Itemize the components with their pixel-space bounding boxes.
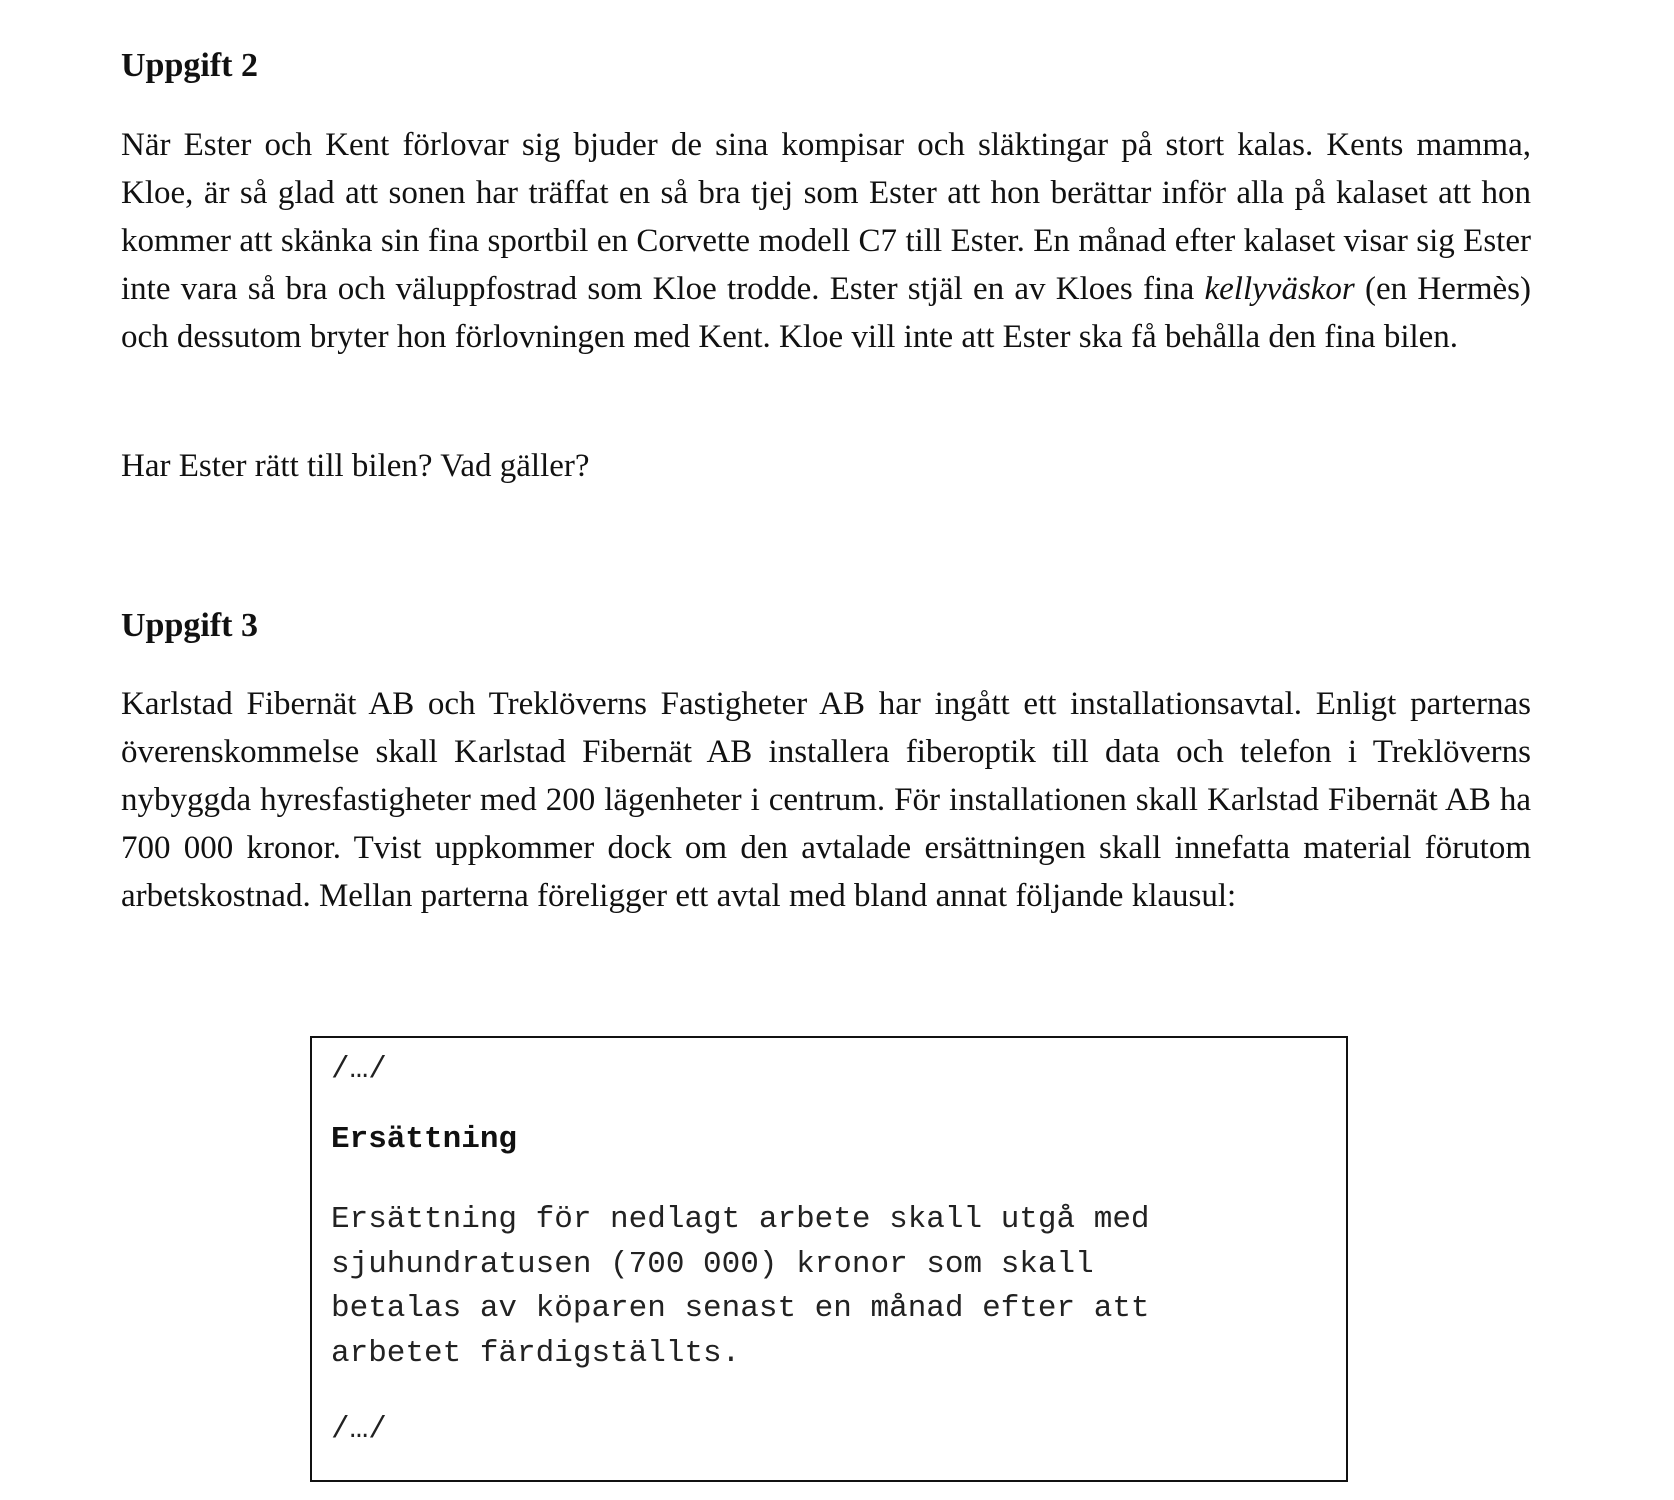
contract-clause-box: [310, 1036, 1348, 1482]
task-3-body: Karlstad Fibernät AB och Treklöverns Fastigheter AB har ingått ett installationsavtal. Enligt parternas överenskommelse skall Karlstad Fibernät AB installera fiberoptik till data och telefon i Treklöverns nybyggda hyresfastigheter med 200 lägenheter i centrum. För installationen skall Karlstad Fibernät AB ha 700 000 kronor. Tvist uppkommer dock om den avtalade ersättningen skall innefatta material förutom arbetskostnad. Mellan parterna föreligger ett avtal med bland annat följande klausul:: [121, 686, 1531, 914]
task-2-body-end: (en Hermès) och dessutom bryter hon förlovningen med Kent. Kloe vill inte att Ester ska få behålla den fina bilen.: [121, 271, 1531, 355]
clause-text: Ersättning för nedlagt arbete skall utgå med sjuhundratusen (700 000) kronor som skall betalas av köparen senast en månad efter att arbetet färdigställts.: [331, 1202, 1150, 1371]
clause-title: Ersättning: [331, 1122, 518, 1157]
task-2-question: Har Ester rätt till bilen? Vad gäller?: [121, 448, 590, 484]
clause-ellipsis-bottom: /…/: [331, 1412, 387, 1447]
task-2-body: [121, 121, 1531, 361]
task-2-heading: Uppgift 2: [121, 47, 258, 84]
task-2-body-start: När Ester och Kent förlovar sig bjuder de sina kompisar och släktingar på stort kalas. Kents mamma, Kloe, är så glad att sonen har träffat en så bra tjej som Ester att hon berättar inför alla på kalaset att hon kommer att skänka sin fina sportbil en Corvette modell C7 till Ester. En månad efter kalaset visar sig Ester inte vara så bra och väluppfostrad som Kloe trodde. Ester stjäl en av Kloes fina: [121, 127, 1531, 307]
clause-ellipsis-top: /…/: [331, 1052, 387, 1087]
task-3-heading: Uppgift 3: [121, 607, 258, 644]
task-2-italic-term: kellyväskor: [1204, 271, 1355, 307]
